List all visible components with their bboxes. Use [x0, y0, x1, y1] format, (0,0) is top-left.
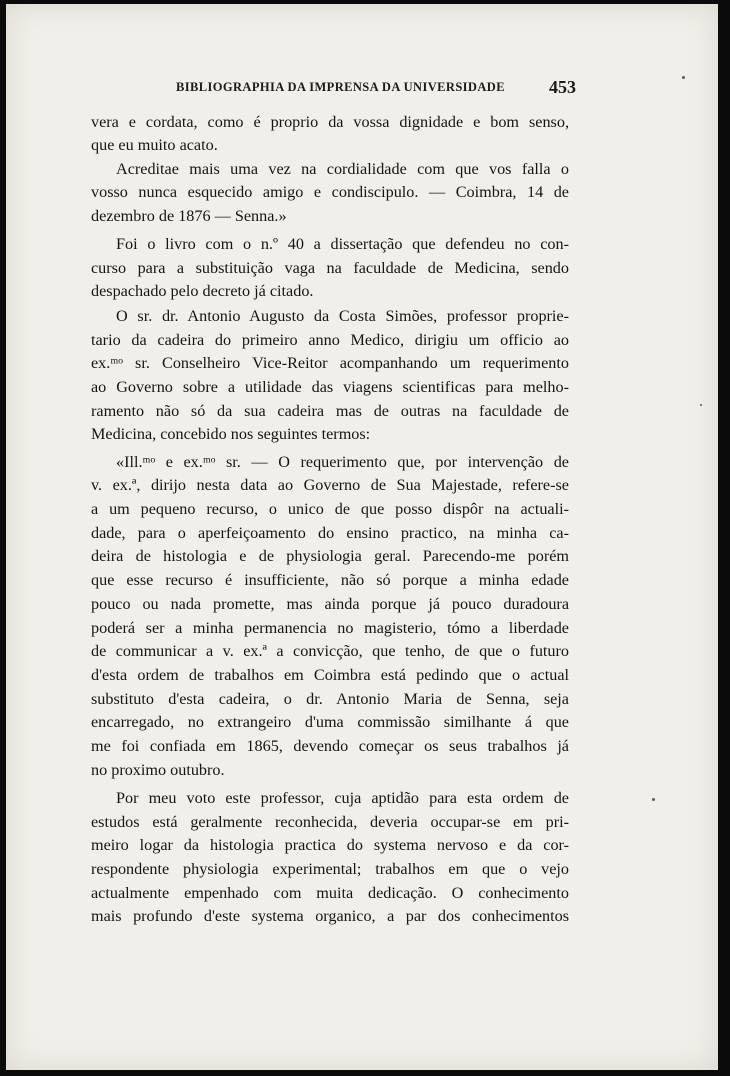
text-line: me foi confiada em 1865, devendo começar os seus trabalhos já: [91, 737, 569, 755]
text-line: ex.ᵐᵒ sr. Conselheiro Vice-Reitor acompanhando um requerimento: [91, 354, 569, 372]
text-line: tario da cadeira do primeiro anno Medico, dirigiu um officio ao: [91, 331, 569, 349]
text-line: Foi o livro com o n.º 40 a dissertação que defendeu no con-: [116, 235, 569, 253]
ink-speck: [682, 76, 685, 79]
text-line: vosso nunca esquecido amigo e condiscipulo. — Coimbra, 14 de: [91, 183, 569, 201]
text-line: ao Governo sobre a utilidade das viagens scientificas para melho-: [91, 378, 569, 396]
text-line: mais profundo d'este systema organico, a par dos conhecimentos: [91, 907, 569, 925]
text-line: despachado pelo decreto já citado.: [91, 282, 314, 300]
running-title: BIBLIOGRAPHIA DA IMPRENSA DA UNIVERSIDADE: [176, 80, 505, 94]
text-line: meiro logar da histologia practica do systema nervoso e da cor-: [91, 836, 569, 854]
text-line: Medicina, concebido nos seguintes termos:: [91, 425, 371, 443]
text-line: que esse recurso é insufficiente, não só porque a minha edade: [91, 571, 569, 589]
text-line: encarregado, no extrangeiro d'uma commissão similhante á que: [91, 713, 569, 731]
text-line: dade, para o aperfeiçoamento do ensino practico, na minha ca-: [91, 524, 569, 542]
text-line: curso para a substituição vaga na faculdade de Medicina, sendo: [91, 259, 569, 277]
text-line: deira de histologia e de physiologia geral. Parecendo-me porém: [91, 547, 569, 565]
page-header: [176, 77, 576, 100]
text-line: substituto d'esta cadeira, o dr. Antonio Maria de Senna, seja: [91, 690, 569, 708]
text-line: O sr. dr. Antonio Augusto da Costa Simões, professor proprie-: [116, 307, 569, 325]
ink-speck: [652, 798, 655, 801]
text-line: actualmente empenhado com muita dedicação. O conhecimento: [91, 884, 569, 902]
text-line: no proximo outubro.: [91, 761, 225, 779]
text-line: ramento não só da sua cadeira mas de outras na faculdade de: [91, 402, 569, 420]
text-line: estudos está geralmente reconhecida, deveria occupar-se em pri-: [91, 813, 569, 831]
text-line: d'esta ordem de trabalhos em Coimbra está pedindo que o actual: [91, 666, 569, 684]
ink-speck: [700, 404, 702, 406]
text-line: a um pequeno recurso, o unico de que posso dispôr na actuali-: [91, 500, 569, 518]
text-line: poderá ser a minha permanencia no magisterio, tómo a liberdade: [91, 619, 569, 637]
text-line: respondente physiologia experimental; trabalhos em que o vejo: [91, 860, 569, 878]
text-line: dezembro de 1876 — Senna.»: [91, 207, 287, 225]
text-line: de communicar a v. ex.ª a convicção, que tenho, de que o futuro: [91, 642, 569, 660]
text-line: «Ill.ᵐᵒ e ex.ᵐᵒ sr. — O requerimento que, por intervenção de: [116, 453, 569, 471]
text-line: pouco ou nada promette, mas ainda porque já pouco duradoura: [91, 595, 569, 613]
page-number: 453: [549, 77, 576, 97]
text-line: Acreditae mais uma vez na cordialidade com que vos falla o: [116, 160, 569, 178]
text-line: Por meu voto este professor, cuja aptidão para esta ordem de: [116, 789, 569, 807]
text-line: vera e cordata, como é proprio da vossa dignidade e bom senso,: [91, 113, 569, 131]
text-line: que eu muito acato.: [91, 136, 218, 154]
text-line: v. ex.ª, dirijo nesta data ao Governo de Sua Majestade, refere-se: [91, 476, 569, 494]
